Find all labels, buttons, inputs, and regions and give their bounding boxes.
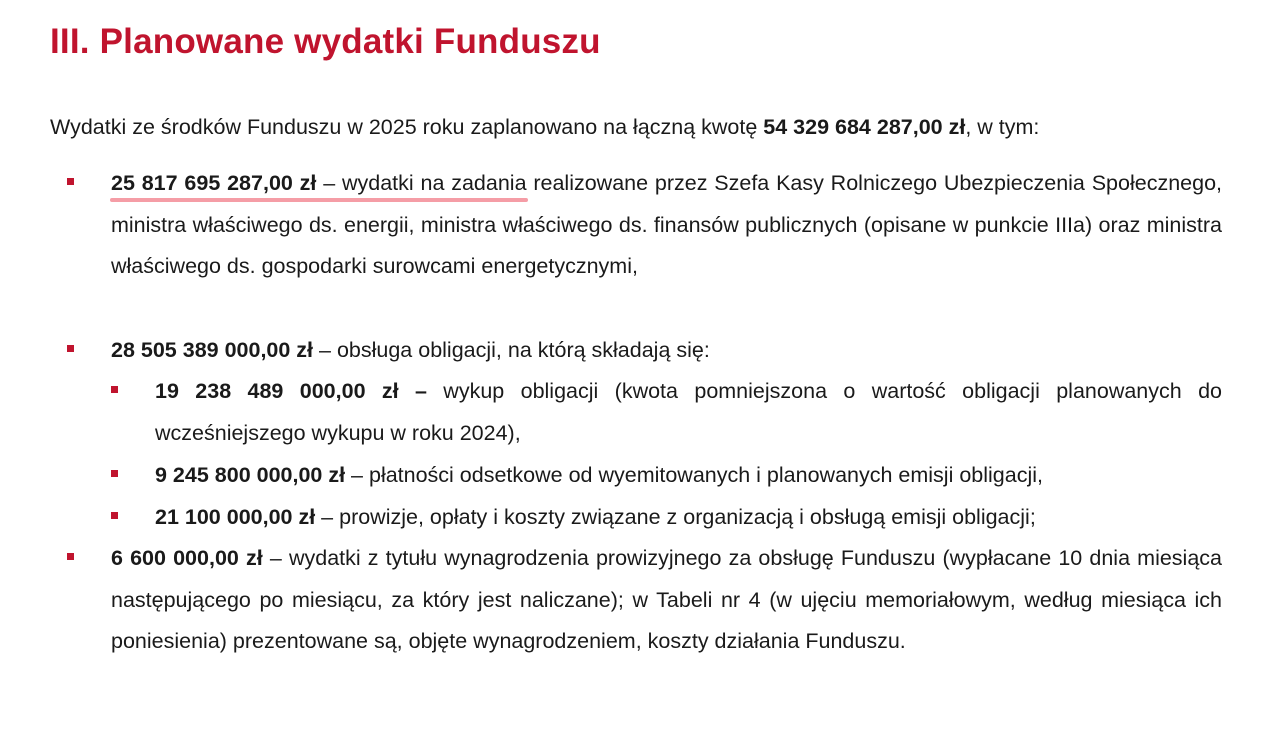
item-text: – obsługa obligacji, na którą składają się: bbox=[313, 338, 710, 362]
section-title: III. Planowane wydatki Funduszu bbox=[50, 22, 601, 61]
subitem-amount: 21 100 000,00 zł bbox=[155, 505, 316, 529]
item-amount: 28 505 389 000,00 zł bbox=[111, 338, 314, 362]
item-text: – wydatki na zadania realizowane przez Szefa Kasy Rolniczego Ubezpieczenia Społecznego, ministra właściwego ds. energii, ministra właściwego ds. finansów publicznych (opisane w punkcie IIIa) oraz ministra właściwego ds. gospodarki surowcami energetycznymi, bbox=[111, 171, 1222, 278]
subitem-amount: 19 238 489 000,00 zł – bbox=[155, 379, 427, 403]
list-item bbox=[111, 330, 1222, 372]
subitem-text: wykup obligacji (kwota pomniejszona o wartość obligacji planowanych do wcześniejszego wykupu w roku 2024), bbox=[155, 379, 1222, 445]
item-amount: 6 600 000,00 zł bbox=[111, 546, 263, 570]
bullet-square-icon bbox=[67, 178, 74, 185]
item-text: – wydatki z tytułu wynagrodzenia prowizyjnego za obsługę Funduszu (wypłacane 10 dnia miesiąca następującego po miesiącu, za który jest naliczane); w Tabeli nr 4 (w ujęciu memoriałowym, według miesiąca ich poniesienia) prezentowane są, objęte wynagrodzeniem, koszty działania Funduszu. bbox=[111, 546, 1222, 653]
sub-list-item bbox=[155, 455, 1222, 497]
bullet-square-icon bbox=[67, 345, 74, 352]
intro-text-after: , w tym: bbox=[965, 115, 1040, 139]
sub-bullet-square-icon bbox=[111, 386, 118, 393]
list-item bbox=[111, 163, 1222, 288]
sub-bullet-square-icon bbox=[111, 470, 118, 477]
bullet-square-icon bbox=[67, 553, 74, 560]
item-amount: 25 817 695 287,00 zł bbox=[111, 171, 317, 195]
intro-total-amount: 54 329 684 287,00 zł bbox=[763, 115, 966, 139]
subitem-text: – prowizje, opłaty i koszty związane z organizacją i obsługą emisji obligacji; bbox=[315, 505, 1036, 529]
intro-paragraph bbox=[50, 112, 1230, 142]
subitem-amount: 9 245 800 000,00 zł bbox=[155, 463, 346, 487]
highlight-underline-mark bbox=[110, 198, 528, 202]
list-item bbox=[111, 538, 1222, 663]
subitem-text: – płatności odsetkowe od wyemitowanych i planowanych emisji obligacji, bbox=[345, 463, 1043, 487]
sub-list-item bbox=[155, 497, 1222, 539]
sub-list-item bbox=[155, 371, 1222, 454]
intro-text-before: Wydatki ze środków Funduszu w 2025 roku zaplanowano na łączną kwotę bbox=[50, 115, 764, 139]
sub-bullet-square-icon bbox=[111, 512, 118, 519]
